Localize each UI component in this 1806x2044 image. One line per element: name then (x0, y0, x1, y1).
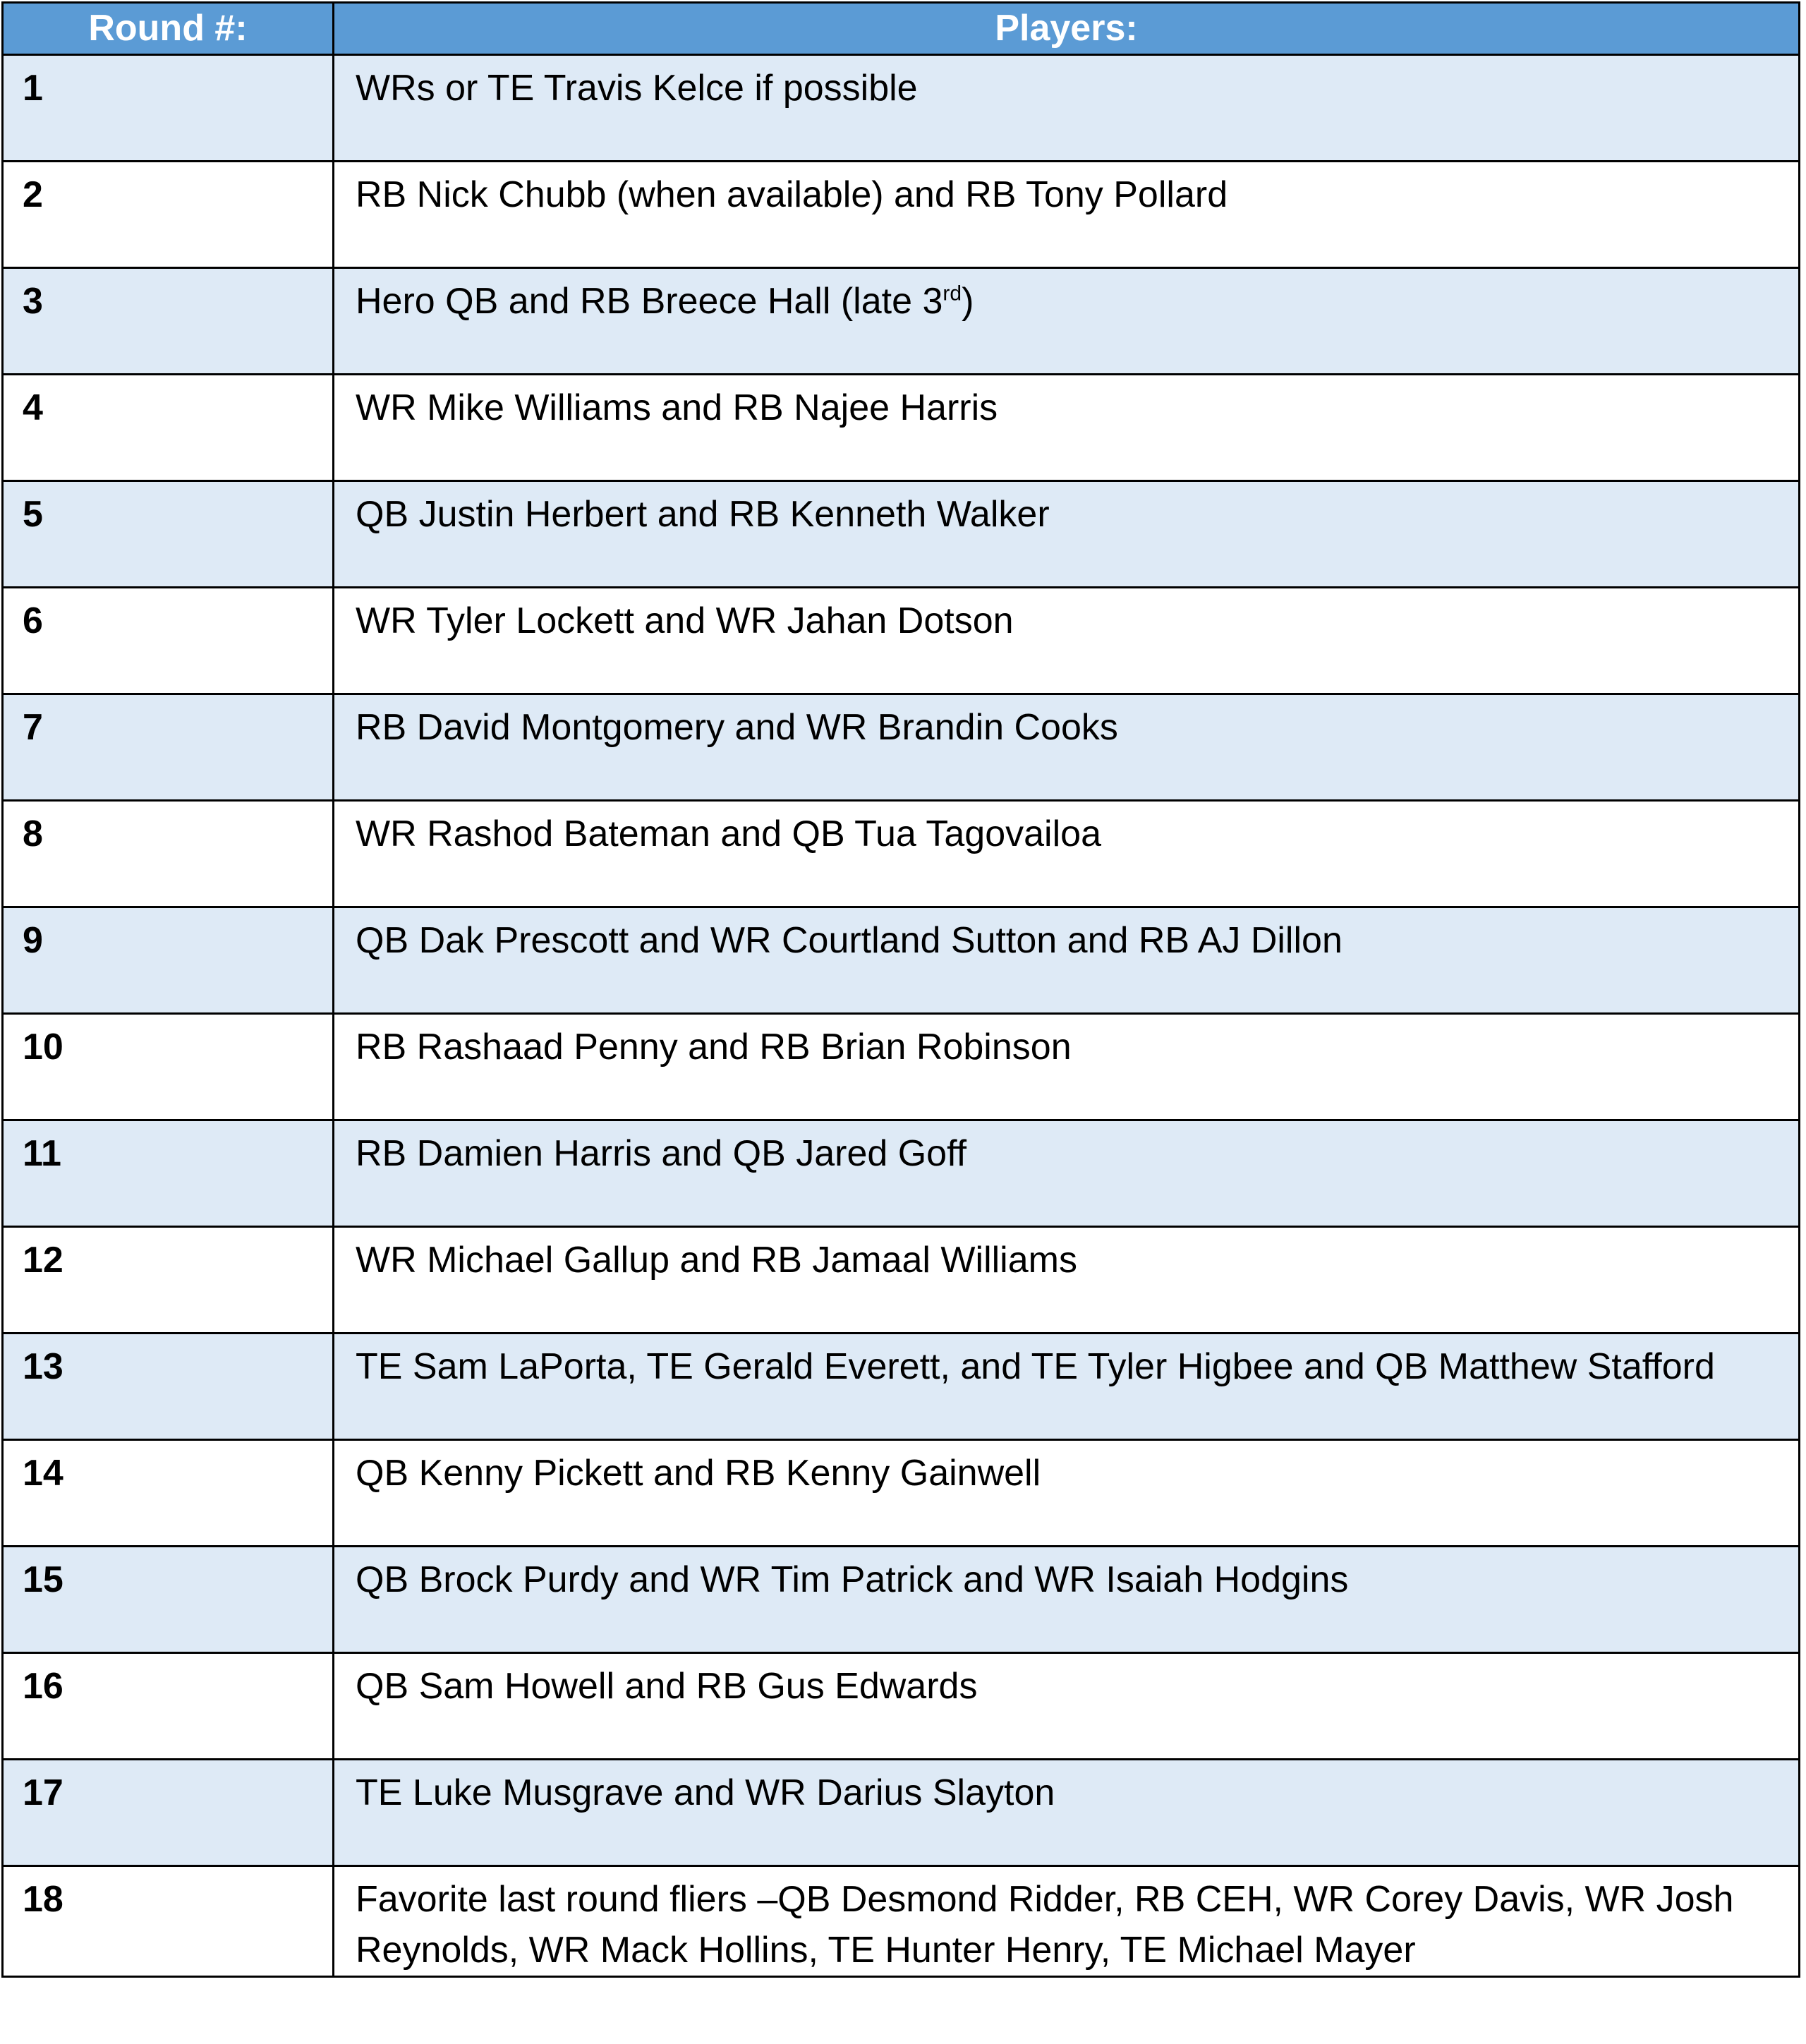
table-row (3, 481, 1800, 588)
table-row (3, 1547, 1800, 1653)
round-number: 5 (3, 481, 334, 588)
players-text: QB Kenny Pickett and RB Kenny Gainwell (334, 1440, 1800, 1547)
ordinal-suffix: rd (943, 282, 962, 306)
round-number: 16 (3, 1653, 334, 1760)
table-row (3, 694, 1800, 801)
table-row (3, 588, 1800, 694)
players-text: RB Damien Harris and QB Jared Goff (334, 1120, 1800, 1227)
round-number: 1 (3, 55, 334, 162)
round-number: 7 (3, 694, 334, 801)
table-row (3, 1760, 1800, 1866)
players-text: WR Mike Williams and RB Najee Harris (334, 375, 1800, 481)
draft-rounds-table (1, 1, 1800, 1978)
table-row (3, 268, 1800, 375)
table-row (3, 1120, 1800, 1227)
players-text: QB Dak Prescott and WR Courtland Sutton and RB AJ Dillon (334, 907, 1800, 1014)
players-text: RB Rashaad Penny and RB Brian Robinson (334, 1014, 1800, 1120)
table-row (3, 55, 1800, 162)
round-number: 6 (3, 588, 334, 694)
players-text-end: ) (962, 281, 974, 322)
round-number: 4 (3, 375, 334, 481)
table-row (3, 1653, 1800, 1760)
players-text (334, 268, 1800, 375)
round-number: 11 (3, 1120, 334, 1227)
players-text: QB Justin Herbert and RB Kenneth Walker (334, 481, 1800, 588)
players-text: RB Nick Chubb (when available) and RB Tony Pollard (334, 162, 1800, 268)
round-number: 2 (3, 162, 334, 268)
table-row (3, 1227, 1800, 1334)
players-text: WRs or TE Travis Kelce if possible (334, 55, 1800, 162)
players-column-header: Players: (334, 3, 1800, 55)
table-row (3, 162, 1800, 268)
players-text: TE Sam LaPorta, TE Gerald Everett, and TE Tyler Higbee and QB Matthew Stafford (334, 1334, 1800, 1440)
header-row (3, 3, 1800, 55)
round-number: 15 (3, 1547, 334, 1653)
round-number: 12 (3, 1227, 334, 1334)
players-text: QB Sam Howell and RB Gus Edwards (334, 1653, 1800, 1760)
players-text: QB Brock Purdy and WR Tim Patrick and WR Isaiah Hodgins (334, 1547, 1800, 1653)
table-row (3, 375, 1800, 481)
players-text: WR Michael Gallup and RB Jamaal Williams (334, 1227, 1800, 1334)
table-row (3, 1334, 1800, 1440)
round-number: 8 (3, 801, 334, 907)
round-number: 3 (3, 268, 334, 375)
round-number: 13 (3, 1334, 334, 1440)
players-text: WR Rashod Bateman and QB Tua Tagovailoa (334, 801, 1800, 907)
round-number: 14 (3, 1440, 334, 1547)
round-number: 9 (3, 907, 334, 1014)
table-row (3, 1866, 1800, 1977)
players-text-main: Hero QB and RB Breece Hall (late 3 (356, 281, 943, 322)
players-text: WR Tyler Lockett and WR Jahan Dotson (334, 588, 1800, 694)
round-number: 18 (3, 1866, 334, 1977)
players-text: TE Luke Musgrave and WR Darius Slayton (334, 1760, 1800, 1866)
players-text: Favorite last round fliers –QB Desmond Ridder, RB CEH, WR Corey Davis, WR Josh Reynolds, WR Mack Hollins, TE Hunter Henry, TE Michael Mayer (334, 1866, 1800, 1977)
table-row (3, 801, 1800, 907)
table-row (3, 1440, 1800, 1547)
players-text: RB David Montgomery and WR Brandin Cooks (334, 694, 1800, 801)
table-row (3, 1014, 1800, 1120)
round-column-header: Round #: (3, 3, 334, 55)
table-row (3, 907, 1800, 1014)
round-number: 10 (3, 1014, 334, 1120)
round-number: 17 (3, 1760, 334, 1866)
